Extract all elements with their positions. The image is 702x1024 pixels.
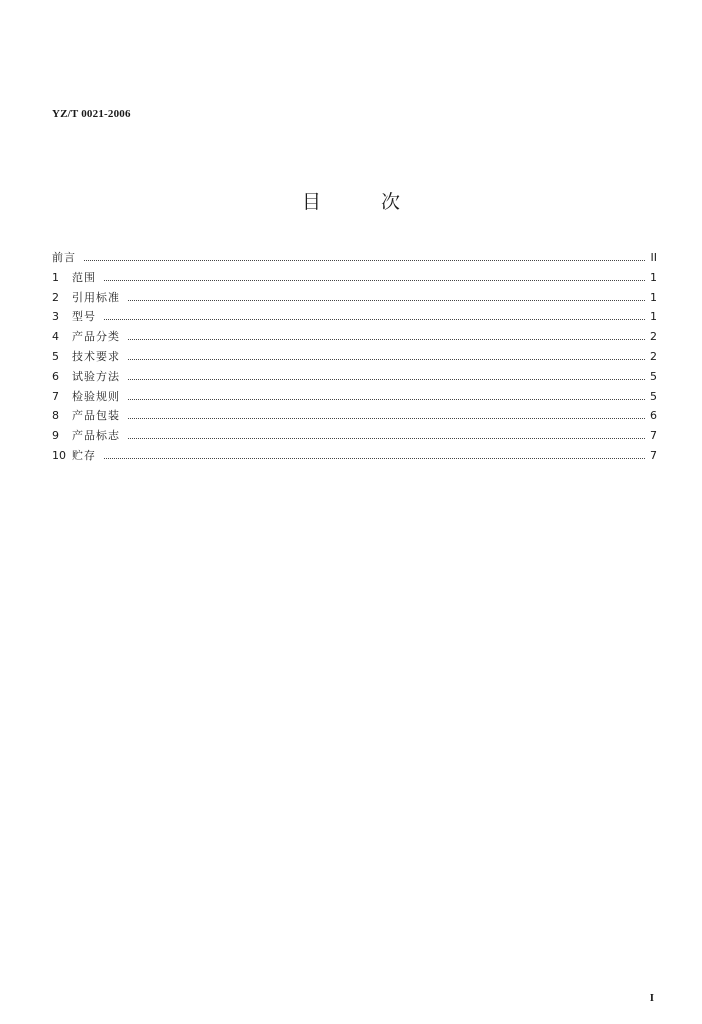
toc-entry-label: 贮存 <box>72 448 96 462</box>
toc-entry-number: 1 <box>52 270 59 284</box>
toc-entry[interactable] <box>52 407 657 427</box>
toc-entry[interactable] <box>52 427 657 447</box>
toc-dot-leader <box>104 280 645 281</box>
toc-entry-page: 7 <box>650 429 657 443</box>
toc-entry-number: 3 <box>52 310 59 324</box>
toc-entry-label: 产品分类 <box>72 330 120 344</box>
toc-entry[interactable] <box>52 249 657 269</box>
toc-entry-label: 技术要求 <box>72 349 120 363</box>
page-number: I <box>649 992 654 1004</box>
toc-entry-page: II <box>650 251 657 264</box>
toc-dot-leader <box>84 260 645 261</box>
toc-entry-label: 检验规则 <box>72 389 120 403</box>
toc-dot-leader <box>104 319 645 320</box>
toc-entry-label: 产品标志 <box>72 429 120 443</box>
toc-entry-number: 5 <box>52 349 59 363</box>
toc-entry-label: 前言 <box>52 251 76 264</box>
toc-entry[interactable] <box>52 348 657 368</box>
toc-entry-label: 型号 <box>72 310 96 324</box>
toc-entry-page: 1 <box>650 310 657 324</box>
toc-entry-number: 8 <box>52 409 59 423</box>
toc-entry-page: 2 <box>650 330 657 344</box>
toc-entry-label: 范围 <box>72 270 96 284</box>
toc-entry-label: 试验方法 <box>72 369 120 383</box>
toc-title: 目次 <box>301 191 460 213</box>
toc-entry[interactable] <box>52 388 657 408</box>
toc-dot-leader <box>128 418 645 419</box>
toc-entry-number: 7 <box>52 389 59 403</box>
toc-entry[interactable] <box>52 269 657 289</box>
toc-entry-page: 2 <box>650 349 657 363</box>
toc-entry-page: 1 <box>650 270 657 284</box>
toc-entry-page: 1 <box>650 290 657 304</box>
toc-entry-label: 产品包装 <box>72 409 120 423</box>
table-of-contents <box>52 249 657 467</box>
toc-entry[interactable] <box>52 289 657 309</box>
toc-entry[interactable] <box>52 328 657 348</box>
toc-dot-leader <box>128 339 645 340</box>
toc-entry-number: 4 <box>52 330 59 344</box>
toc-entry-number: 9 <box>52 429 59 443</box>
toc-dot-leader <box>128 379 645 380</box>
toc-entry-number: 6 <box>52 369 59 383</box>
toc-dot-leader <box>128 359 645 360</box>
toc-entry-page: 5 <box>650 369 657 383</box>
toc-entry-number: 10 <box>52 448 66 462</box>
toc-entry-page: 6 <box>650 409 657 423</box>
toc-entry[interactable] <box>52 447 657 467</box>
toc-entry[interactable] <box>52 308 657 328</box>
toc-entry-page: 5 <box>650 389 657 403</box>
toc-entry-number: 2 <box>52 290 59 304</box>
toc-dot-leader <box>128 438 645 439</box>
document-code: YZ/T 0021-2006 <box>52 108 131 120</box>
toc-dot-leader <box>104 458 645 459</box>
toc-entry-label: 引用标准 <box>72 290 120 304</box>
toc-dot-leader <box>128 399 645 400</box>
toc-entry-page: 7 <box>650 448 657 462</box>
toc-entry[interactable] <box>52 368 657 388</box>
toc-dot-leader <box>128 300 645 301</box>
